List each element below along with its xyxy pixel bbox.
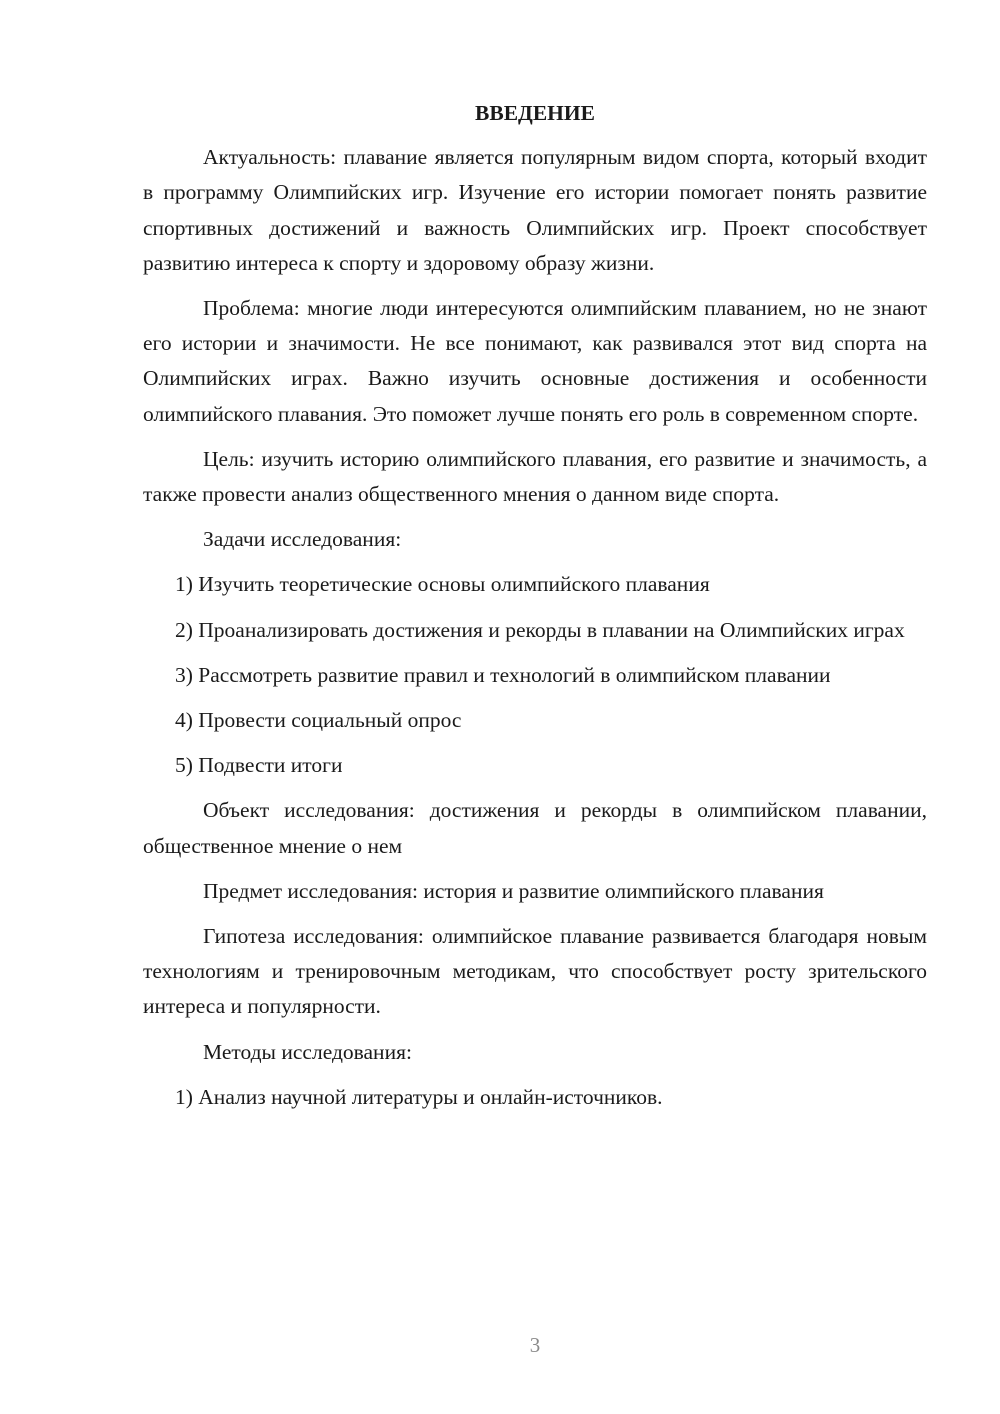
tasks-title: Задачи исследования:: [203, 527, 402, 552]
task-item-5: 5) Подвести итоги: [175, 753, 343, 778]
task-item-3: 3) Рассмотреть развитие правил и технологий в олимпийском плавании: [175, 662, 831, 687]
page-heading: ВВЕДЕНИЕ: [475, 101, 595, 125]
object-paragraph: Объект исследования: достижения и рекорды в олимпийском плавании, общественное мнение о нем: [143, 798, 927, 858]
relevance-paragraph: Актуальность: плавание является популярным видом спорта, который входит в программу Олимпийских игр. Изучение его истории помогает понять развитие спортивных достижений и важность Олимпийских игр. Проект способствует развитию интереса к спорту и здоровому образу жизни.: [143, 145, 927, 275]
page-content: [143, 96, 927, 1125]
subject-paragraph: Предмет исследования: история и развитие олимпийского плавания: [203, 878, 824, 903]
method-item-1: 1) Анализ научной литературы и онлайн-источников.: [175, 1084, 663, 1109]
goal-paragraph: Цель: изучить историю олимпийского плавания, его развитие и значимость, а также провести анализ общественного мнения о данном виде спорта.: [143, 446, 927, 507]
problem-paragraph: Проблема: многие люди интересуются олимпийским плаванием, но не знают его истории и значимости. Не все понимают, как развивался этот вид спорта на Олимпийских играх. Важно изучить основные достижения и особенности олимпийского плавания. Это поможет лучше понять его роль в современном спорте.: [143, 296, 927, 426]
hypothesis-paragraph: Гипотеза исследования: олимпийское плавание развивается благодаря новым технологиям и тренировочным методикам, что способствует росту зрительского интереса и популярности.: [143, 924, 927, 1019]
methods-title: Методы исследования:: [203, 1039, 412, 1064]
page-number: 3: [529, 1333, 541, 1357]
task-item-2: 2) Проанализировать достижения и рекорды в плавании на Олимпийских играх: [175, 617, 905, 642]
task-item-1: 1) Изучить теоретические основы олимпийского плавания: [175, 572, 710, 597]
task-item-4: 4) Провести социальный опрос: [175, 708, 462, 733]
